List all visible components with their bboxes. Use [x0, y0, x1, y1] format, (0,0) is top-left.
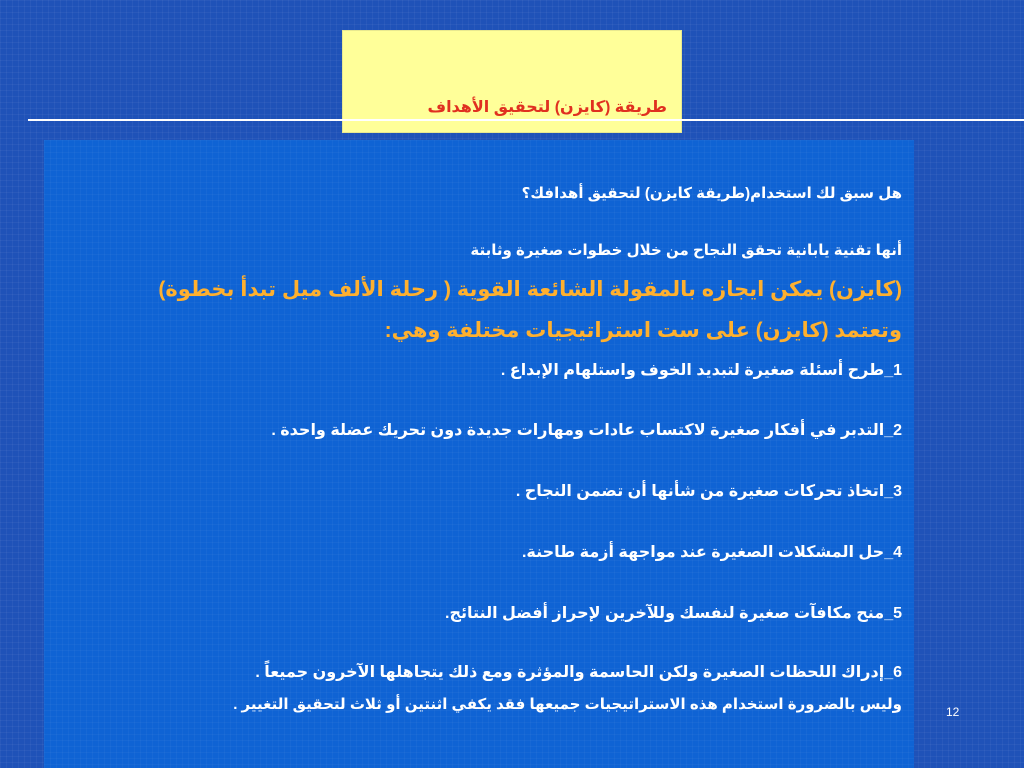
definition-text: أنها تقنية يابانية تحقق النجاح من خلال خطوات صغيرة وثابتة: [470, 242, 902, 259]
title-box: [342, 30, 682, 133]
title-divider: [28, 119, 1024, 121]
strategy-item-4: 4_حل المشكلات الصغيرة عند مواجهة أزمة طاحنة.: [521, 544, 902, 561]
closing-note: وليس بالضرورة استخدام هذه الاستراتيجيات جميعها فقد يكفي اثنتين أو ثلاث لتحقيق التغيير .: [233, 696, 902, 713]
strategy-item-6: 6_إدراك اللحظات الصغيرة ولكن الحاسمة والمؤثرة ومع ذلك يتجاهلها الآخرون جميعاً .: [255, 664, 902, 681]
question-text: هل سبق لك استخدام(طريقة كايزن) لتحقيق أهدافك؟: [521, 185, 902, 202]
highlight-line-2: وتعتمد (كايزن) على ست استراتيجيات مختلفة وهي:: [384, 319, 902, 342]
highlight-line-1: (كايزن) يمكن ايجازه بالمقولة الشائعة القوية ( رحلة الألف ميل تبدأ بخطوة): [158, 278, 902, 301]
strategy-item-3: 3_اتخاذ تحركات صغيرة من شأنها أن تضمن النجاح .: [515, 483, 902, 500]
strategy-item-1: 1_طرح أسئلة صغيرة لتبديد الخوف واستلهام الإبداع .: [500, 362, 902, 379]
strategy-item-2: 2_التدبر في أفكار صغيرة لاكتساب عادات ومهارات جديدة دون تحريك عضلة واحدة .: [271, 422, 902, 439]
slide-title: طريقة (كايزن) لتحقيق الأهداف: [427, 99, 667, 116]
page-number: 12: [946, 705, 960, 719]
strategy-item-5: 5_منح مكافآت صغيرة لنفسك وللآخرين لإحراز أفضل النتائج.: [445, 605, 902, 622]
